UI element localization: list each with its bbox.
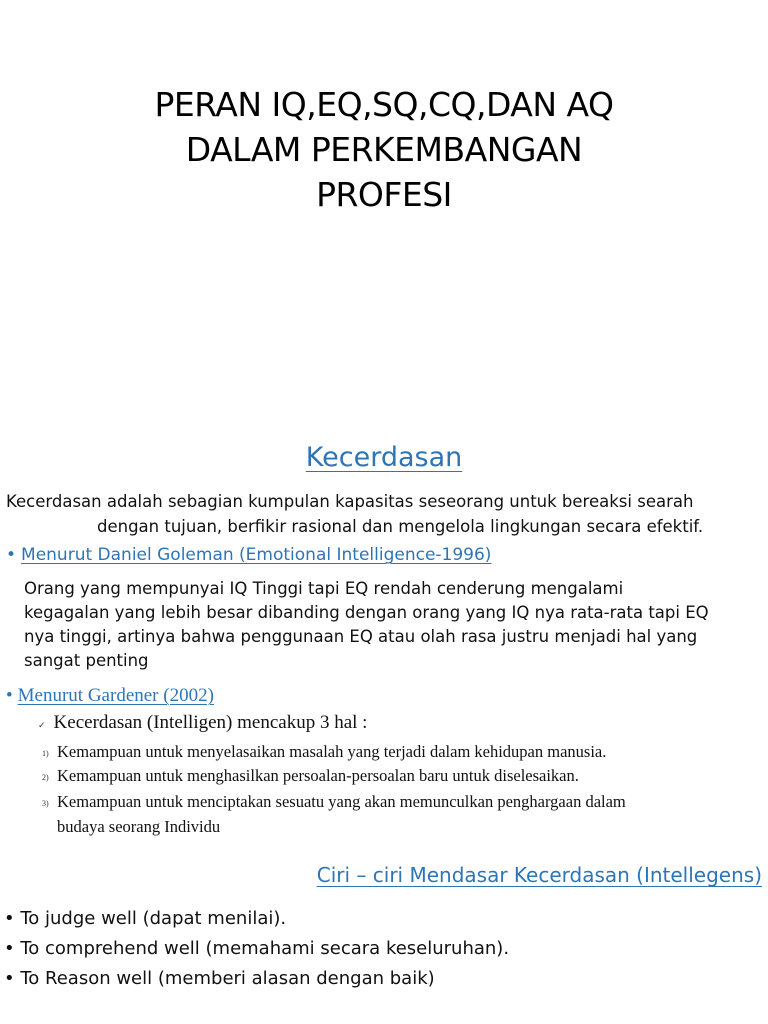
gardener-list-item — [42, 740, 606, 765]
list-number: 1) — [42, 748, 49, 758]
definition-line-1: Kecerdasan adalah sebagian kumpulan kapasitas seseorang untuk bereaksi searah — [6, 492, 694, 511]
gardener-intro — [38, 712, 367, 734]
gardener-intro-text: Kecerdasan (Intelligen) mencakup 3 hal : — [53, 712, 368, 733]
gardener-bullet-item — [6, 684, 214, 708]
goleman-paragraph — [24, 577, 766, 673]
section-heading-kecerdasan[interactable]: Kecerdasan — [305, 442, 463, 473]
check-icon: ✓ — [38, 720, 46, 730]
trait-list-item: • To Reason well (memberi alasan dengan baik) — [4, 968, 435, 989]
definition-line-2: dengan tujuan, berfikir rasional dan mengelola lingkungan secara efektif. — [97, 517, 704, 536]
goleman-paragraph-line: Orang yang mempunyai IQ Tinggi tapi EQ rendah cenderung mengalami — [24, 579, 624, 598]
list-number: 3) — [42, 798, 49, 808]
goleman-bullet-item — [6, 543, 491, 567]
gardener-link[interactable]: Menurut Gardener (2002) — [17, 685, 214, 706]
goleman-link[interactable]: Menurut Daniel Goleman (Emotional Intelligence-1996) — [21, 545, 492, 565]
gardener-list-item — [42, 790, 626, 838]
goleman-paragraph-line: nya tinggi, artinya bahwa penggunaan EQ atau olah rasa justru menjadi hal yang — [24, 627, 698, 646]
bullet-icon: • — [6, 685, 13, 706]
list-item-text: Kemampuan untuk menghasilkan persoalan-persoalan baru untuk diselesaikan. — [57, 766, 579, 785]
list-number: 2) — [42, 772, 49, 782]
list-item-text: Kemampuan untuk menyelasaikan masalah yang terjadi dalam kehidupan manusia. — [57, 742, 607, 761]
title-line-1: PERAN IQ,EQ,SQ,CQ,DAN AQ — [154, 85, 614, 124]
definition-paragraph — [6, 489, 764, 539]
gardener-list-item — [42, 764, 579, 789]
ciri-heading[interactable]: Ciri – ciri Mendasar Kecerdasan (Intellegens) — [316, 863, 762, 887]
bullet-icon: • — [6, 545, 17, 565]
goleman-paragraph-line: kegagalan yang lebih besar dibanding dengan orang yang IQ nya rata-rata tapi EQ — [24, 603, 709, 622]
trait-list-item: • To comprehend well (memahami secara keseluruhan). — [4, 938, 510, 959]
list-item-text-continued: budaya seorang Individu — [57, 816, 221, 836]
slide-title — [0, 82, 768, 217]
goleman-paragraph-line: sangat penting — [24, 651, 149, 670]
trait-list-item: • To judge well (dapat menilai). — [4, 908, 287, 929]
list-item-text: Kemampuan untuk menciptakan sesuatu yang akan memunculkan penghargaan dalam — [57, 792, 626, 811]
title-line-2: DALAM PERKEMBANGAN — [185, 130, 583, 169]
title-line-3: PROFESI — [316, 175, 452, 214]
